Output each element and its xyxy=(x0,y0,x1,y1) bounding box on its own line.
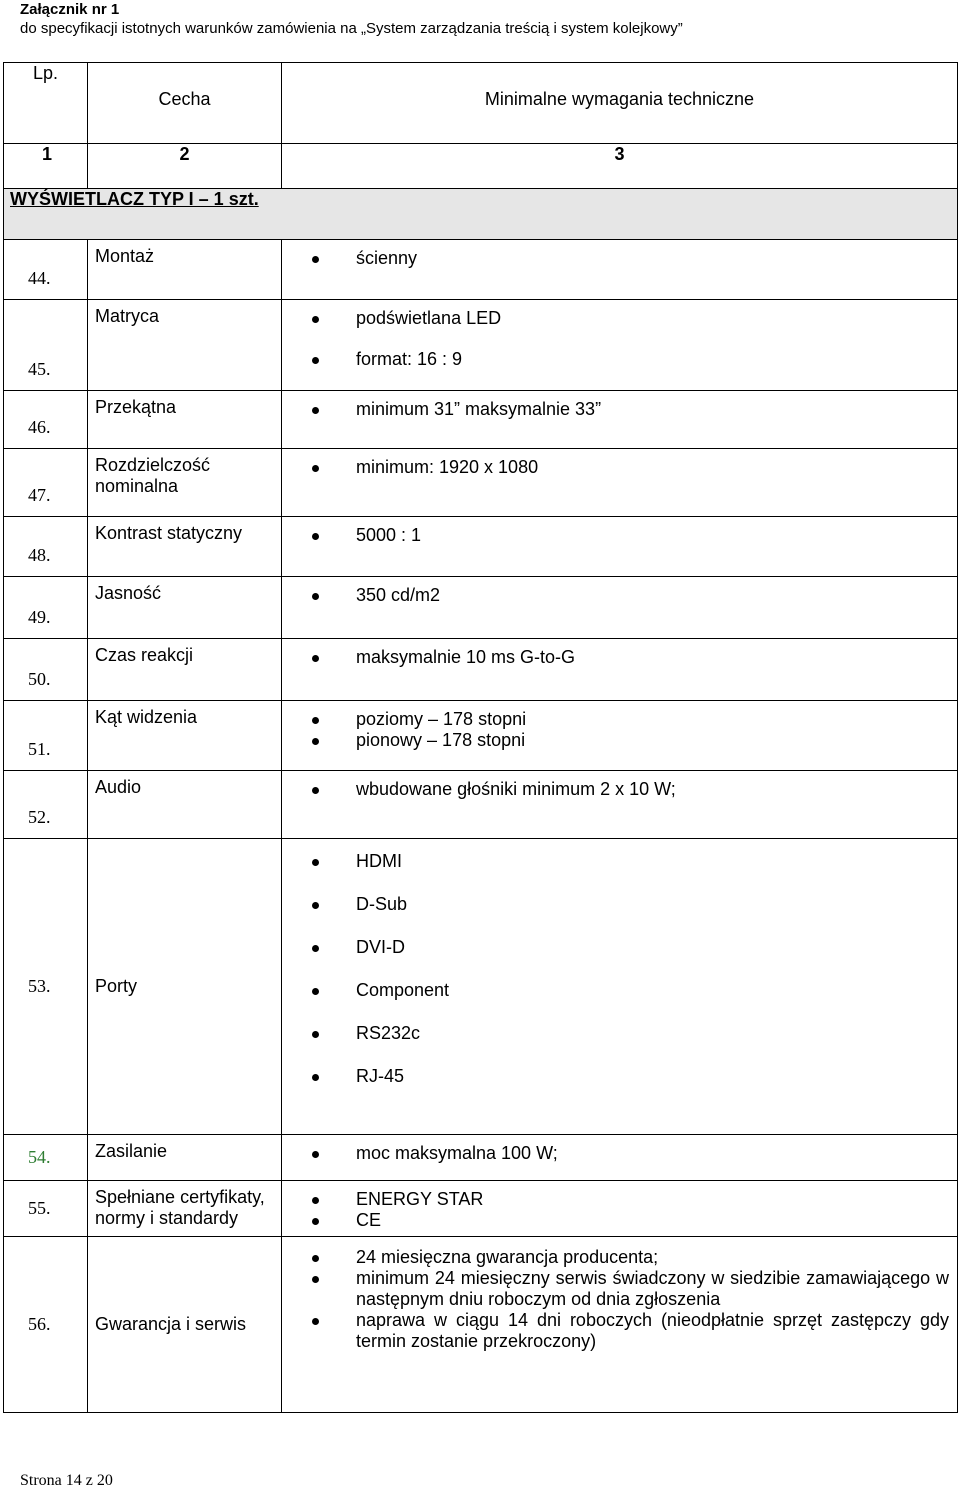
row-number: 44. xyxy=(4,240,88,300)
requirement-item: format: 16 : 9 xyxy=(312,349,949,370)
requirement-list xyxy=(282,647,949,668)
requirement-item: minimum 24 miesięczny serwis świadczony w siedzibie zamawiającego w następnym dniu roboczym od dnia zgłoszenia xyxy=(312,1268,949,1310)
table-row xyxy=(4,577,958,639)
row-number: 50. xyxy=(4,639,88,701)
requirement-item: poziomy – 178 stopni xyxy=(312,709,949,730)
requirement-list xyxy=(282,457,949,478)
row-requirements xyxy=(282,1181,958,1237)
col-header-feature: Cecha xyxy=(88,63,282,144)
row-number: 48. xyxy=(4,517,88,577)
col-header-requirements: Minimalne wymagania techniczne xyxy=(282,63,958,144)
row-feature: Rozdzielczość nominalna xyxy=(88,449,282,517)
requirement-item: CE xyxy=(312,1210,949,1231)
table-row xyxy=(4,1181,958,1237)
row-requirements xyxy=(282,839,958,1135)
row-number: 45. xyxy=(4,300,88,391)
requirement-list xyxy=(282,779,949,800)
row-number: 49. xyxy=(4,577,88,639)
requirement-item: 5000 : 1 xyxy=(312,525,949,546)
requirement-list xyxy=(282,1247,949,1352)
requirement-list xyxy=(282,1189,949,1231)
row-feature: Gwarancja i serwis xyxy=(88,1237,282,1413)
attachment-title: Załącznik nr 1 xyxy=(20,1,120,18)
row-number: 55. xyxy=(4,1181,88,1237)
table-row xyxy=(4,449,958,517)
row-number: 54. xyxy=(4,1135,88,1181)
row-feature: Porty xyxy=(88,839,282,1135)
requirement-list xyxy=(282,709,949,751)
col-number-2: 2 xyxy=(88,144,282,189)
table-row xyxy=(4,701,958,771)
row-requirements xyxy=(282,240,958,300)
table-row xyxy=(4,517,958,577)
section-row xyxy=(4,189,958,240)
requirement-item: minimum 31” maksymalnie 33” xyxy=(312,399,949,420)
row-feature: Kontrast statyczny xyxy=(88,517,282,577)
requirement-item: pionowy – 178 stopni xyxy=(312,730,949,751)
row-requirements xyxy=(282,639,958,701)
requirement-item: wbudowane głośniki minimum 2 x 10 W; xyxy=(312,779,949,800)
requirement-item: RS232c xyxy=(312,1023,949,1044)
requirement-item: 350 cd/m2 xyxy=(312,585,949,606)
section-title: WYŚWIETLACZ TYP I – 1 szt. xyxy=(4,189,958,240)
row-requirements xyxy=(282,1237,958,1413)
requirement-item: maksymalnie 10 ms G-to-G xyxy=(312,647,949,668)
page-number: Strona 14 z 20 xyxy=(20,1472,113,1489)
row-feature: Przekątna xyxy=(88,391,282,449)
table-row xyxy=(4,240,958,300)
table-header-row xyxy=(4,63,958,144)
table-row xyxy=(4,300,958,391)
row-number: 53. xyxy=(4,839,88,1135)
row-feature: Matryca xyxy=(88,300,282,391)
row-number: 56. xyxy=(4,1237,88,1413)
table-row xyxy=(4,391,958,449)
requirement-item: ENERGY STAR xyxy=(312,1189,949,1210)
row-number: 51. xyxy=(4,701,88,771)
requirement-item: HDMI xyxy=(312,851,949,872)
row-number: 46. xyxy=(4,391,88,449)
table-row xyxy=(4,771,958,839)
spec-rows xyxy=(4,240,958,1413)
col-header-lp: Lp. xyxy=(4,63,88,144)
requirement-list xyxy=(282,525,949,546)
requirement-list xyxy=(282,851,949,1087)
requirement-list xyxy=(282,585,949,606)
row-requirements xyxy=(282,449,958,517)
requirement-item: naprawa w ciągu 14 dni roboczych (nieodpłatnie sprzęt zastępczy gdy termin zostanie przekroczony) xyxy=(312,1310,949,1352)
requirement-item: DVI-D xyxy=(312,937,949,958)
row-feature: Montaż xyxy=(88,240,282,300)
attachment-subtitle: do specyfikacji istotnych warunków zamówienia na „System zarządzania treścią i system kolejkowy” xyxy=(20,20,683,37)
requirement-list xyxy=(282,248,949,269)
row-feature: Spełniane certyfikaty, normy i standardy xyxy=(88,1181,282,1237)
table-row xyxy=(4,639,958,701)
row-requirements xyxy=(282,577,958,639)
requirement-item: minimum: 1920 x 1080 xyxy=(312,457,949,478)
requirement-list xyxy=(282,308,949,370)
requirement-item: Component xyxy=(312,980,949,1001)
row-requirements xyxy=(282,517,958,577)
table-row xyxy=(4,1237,958,1413)
row-feature: Audio xyxy=(88,771,282,839)
requirement-item: RJ-45 xyxy=(312,1066,949,1087)
row-requirements xyxy=(282,701,958,771)
row-feature: Czas reakcji xyxy=(88,639,282,701)
row-feature: Kąt widzenia xyxy=(88,701,282,771)
document-header xyxy=(20,0,683,38)
requirement-item: D-Sub xyxy=(312,894,949,915)
col-number-3: 3 xyxy=(282,144,958,189)
row-requirements xyxy=(282,1135,958,1181)
row-number: 52. xyxy=(4,771,88,839)
row-requirements xyxy=(282,300,958,391)
table-row xyxy=(4,1135,958,1181)
row-number: 47. xyxy=(4,449,88,517)
table-row xyxy=(4,839,958,1135)
requirement-item: moc maksymalna 100 W; xyxy=(312,1143,949,1164)
row-feature: Jasność xyxy=(88,577,282,639)
row-requirements xyxy=(282,391,958,449)
column-number-row xyxy=(4,144,958,189)
requirement-item: 24 miesięczna gwarancja producenta; xyxy=(312,1247,949,1268)
requirement-item: podświetlana LED xyxy=(312,308,949,329)
row-requirements xyxy=(282,771,958,839)
col-number-1: 1 xyxy=(4,144,88,189)
requirement-list xyxy=(282,399,949,420)
row-feature: Zasilanie xyxy=(88,1135,282,1181)
spec-table xyxy=(3,62,958,1413)
requirement-item: ścienny xyxy=(312,248,949,269)
requirement-list xyxy=(282,1143,949,1164)
